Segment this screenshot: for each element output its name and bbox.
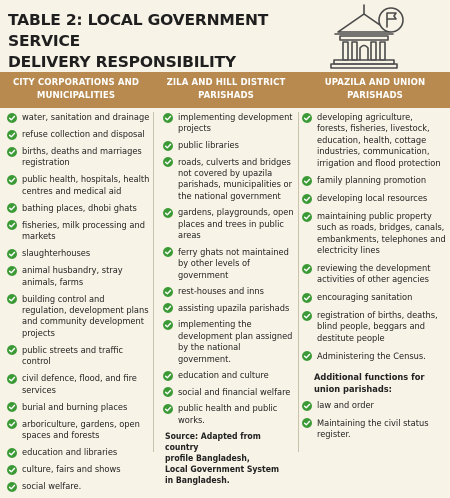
list-item-text: animal husbandry, stray animals, farms — [22, 265, 123, 288]
list-item-text: culture, fairs and shows — [22, 464, 121, 476]
list-item-text: social and financial welfare — [178, 386, 291, 398]
list-item — [7, 174, 151, 197]
checkmark-icon — [302, 264, 312, 274]
checkmark-icon — [163, 371, 173, 381]
list-item — [302, 400, 446, 411]
list-item — [7, 220, 151, 243]
column-heading-city-corporations: CITY CORPORATIONS AND MUNICIPALITIES — [12, 77, 140, 101]
checkmark-icon — [302, 293, 312, 303]
list-item-text: refuse collection and disposal — [22, 129, 145, 140]
checkmark-icon — [302, 176, 312, 186]
checkmark-icon — [7, 249, 17, 259]
checkmark-icon — [302, 194, 312, 204]
list-item-text: implementing development projects — [178, 112, 293, 135]
list-item-text: family planning promotion — [317, 175, 427, 187]
responsibility-list — [7, 112, 151, 492]
table-title-line-1: TABLE 2: LOCAL GOVERNMENT SERVICE — [8, 11, 269, 50]
list-item — [163, 140, 295, 151]
checkmark-icon — [7, 147, 17, 157]
checkmark-icon — [163, 113, 173, 123]
list-item-text: social welfare. — [22, 481, 82, 493]
checkmark-icon — [7, 175, 17, 185]
list-item — [7, 294, 151, 340]
table-title-line-2: DELIVERY RESPONSIBILITY — [8, 53, 236, 71]
list-item-text: fisheries, milk processing and markets — [22, 219, 145, 243]
list-item — [163, 286, 295, 297]
list-item — [302, 292, 446, 303]
list-item — [7, 203, 151, 214]
list-item-text: developing local resources — [317, 193, 428, 205]
list-item — [302, 112, 446, 169]
checkmark-icon — [7, 419, 17, 429]
column-city-corporations — [7, 112, 151, 498]
list-item — [7, 265, 151, 288]
list-item-text: births, deaths and marriages registration — [22, 146, 142, 169]
list-item — [7, 129, 151, 140]
list-item — [163, 370, 295, 381]
column-upazila-parishads — [302, 112, 446, 447]
list-item — [7, 447, 151, 458]
checkmark-icon — [7, 266, 17, 276]
list-item — [163, 387, 295, 398]
list-item — [302, 263, 446, 286]
list-item-text: education and culture — [178, 370, 269, 382]
checkmark-icon — [7, 130, 17, 140]
government-building-with-flag-icon — [330, 2, 412, 70]
checkmark-icon — [163, 387, 173, 397]
list-item — [302, 418, 446, 441]
responsibility-list — [302, 112, 446, 362]
checkmark-icon — [163, 320, 173, 330]
list-item-text: public health, hospitals, health centres and medical aid — [22, 174, 150, 197]
checkmark-icon — [7, 113, 17, 123]
list-item-text: slaughterhouses — [22, 248, 91, 260]
checkmark-icon — [302, 113, 312, 123]
list-item — [7, 419, 151, 442]
source-note: Source: Adapted from country profile Bangladesh, Local Government System in Bangladesh. — [165, 432, 280, 487]
list-item-text: encouraging sanitation — [317, 292, 413, 304]
checkmark-icon — [163, 287, 173, 297]
checkmark-icon — [302, 212, 312, 222]
list-item — [7, 112, 151, 123]
list-item — [7, 248, 151, 259]
checkmark-icon — [7, 482, 17, 492]
column-heading-zila-parishads: ZILA AND HILL DISTRICT PARISHADS — [166, 77, 286, 101]
column-zila-parishads — [163, 112, 295, 487]
checkmark-icon — [163, 303, 173, 313]
list-item-text: implementing the development plan assigned by the national government. — [178, 319, 293, 365]
column-divider — [298, 112, 299, 452]
list-item-text: ferry ghats not maintained by other levels of government — [178, 246, 289, 281]
checkmark-icon — [163, 404, 173, 414]
list-item — [163, 303, 295, 314]
column-heading-upazila-parishads: UPAZILA AND UNION PARISHADS — [324, 77, 426, 101]
checkmark-icon — [163, 247, 173, 257]
list-item — [302, 211, 446, 257]
list-item — [7, 481, 151, 492]
list-item-text: public health and public works. — [178, 403, 278, 426]
column-divider — [153, 112, 154, 452]
list-item-text: arboriculture, gardens, open spaces and forests — [22, 418, 140, 442]
list-item-text: public libraries — [178, 140, 239, 151]
checkmark-icon — [163, 157, 173, 167]
list-item-text: rest-houses and inns — [178, 286, 264, 298]
list-item — [7, 146, 151, 169]
list-item-text: law and order — [317, 400, 374, 412]
checkmark-icon — [7, 203, 17, 213]
list-item — [163, 319, 295, 365]
list-item — [163, 157, 295, 203]
responsibility-list — [163, 112, 295, 426]
list-item-text: roads, culverts and bridges not covered by upazila parishads, municipalities or the national government — [178, 156, 293, 202]
list-item-text: building control and regulation, development plans and community development projects — [22, 293, 149, 339]
checkmark-icon — [302, 351, 312, 361]
checkmark-icon — [7, 374, 17, 384]
checkmark-icon — [302, 418, 312, 428]
list-item-text: water, sanitation and drainage — [22, 112, 150, 123]
list-item-text: bathing places, dhobi ghats — [22, 202, 137, 214]
checkmark-icon — [7, 465, 17, 475]
additional-functions-heading: Additional functions for union parishads: — [314, 372, 425, 395]
list-item — [7, 402, 151, 413]
list-item-text: developing agriculture, forests, fisheries, livestock, education, health, cottage industries, communication, irrigation and flood protection — [317, 112, 441, 169]
list-item-text: maintaining public property such as roads, bridges, canals, embankments, telephones and electricity lines — [317, 211, 446, 257]
checkmark-icon — [7, 448, 17, 458]
checkmark-icon — [7, 294, 17, 304]
checkmark-icon — [163, 141, 173, 151]
list-item-text: civil defence, flood, and fire services — [22, 373, 137, 396]
checkmark-icon — [163, 208, 173, 218]
checkmark-icon — [302, 401, 312, 411]
additional-functions-list — [302, 400, 446, 441]
list-item-text: Administering the Census. — [317, 350, 426, 362]
checkmark-icon — [302, 311, 312, 321]
list-item-text: assisting upazila parishads — [178, 302, 290, 314]
list-item-text: gardens, playgrounds, open places and trees in public areas — [178, 207, 294, 242]
list-item — [163, 247, 295, 281]
list-item-text: public streets and traffic control — [22, 344, 123, 368]
list-item — [302, 193, 446, 204]
list-item — [302, 175, 446, 186]
list-item-text: burial and burning places — [22, 401, 128, 413]
checkmark-icon — [7, 402, 17, 412]
checkmark-icon — [7, 345, 17, 355]
list-item-text: reviewing the development activities of other agencies — [317, 263, 431, 286]
list-item — [163, 112, 295, 135]
list-item — [163, 403, 295, 426]
checkmark-icon — [7, 220, 17, 230]
list-item-text: education and libraries — [22, 447, 118, 459]
table-title — [8, 10, 338, 73]
list-item — [302, 310, 446, 344]
list-item — [7, 464, 151, 475]
list-item — [302, 351, 446, 362]
list-item-text: Maintaining the civil status register. — [317, 417, 429, 441]
list-item — [163, 207, 295, 241]
list-item — [7, 345, 151, 368]
list-item-text: registration of births, deaths, blind people, beggars and destitute people — [317, 310, 438, 344]
list-item — [7, 373, 151, 396]
